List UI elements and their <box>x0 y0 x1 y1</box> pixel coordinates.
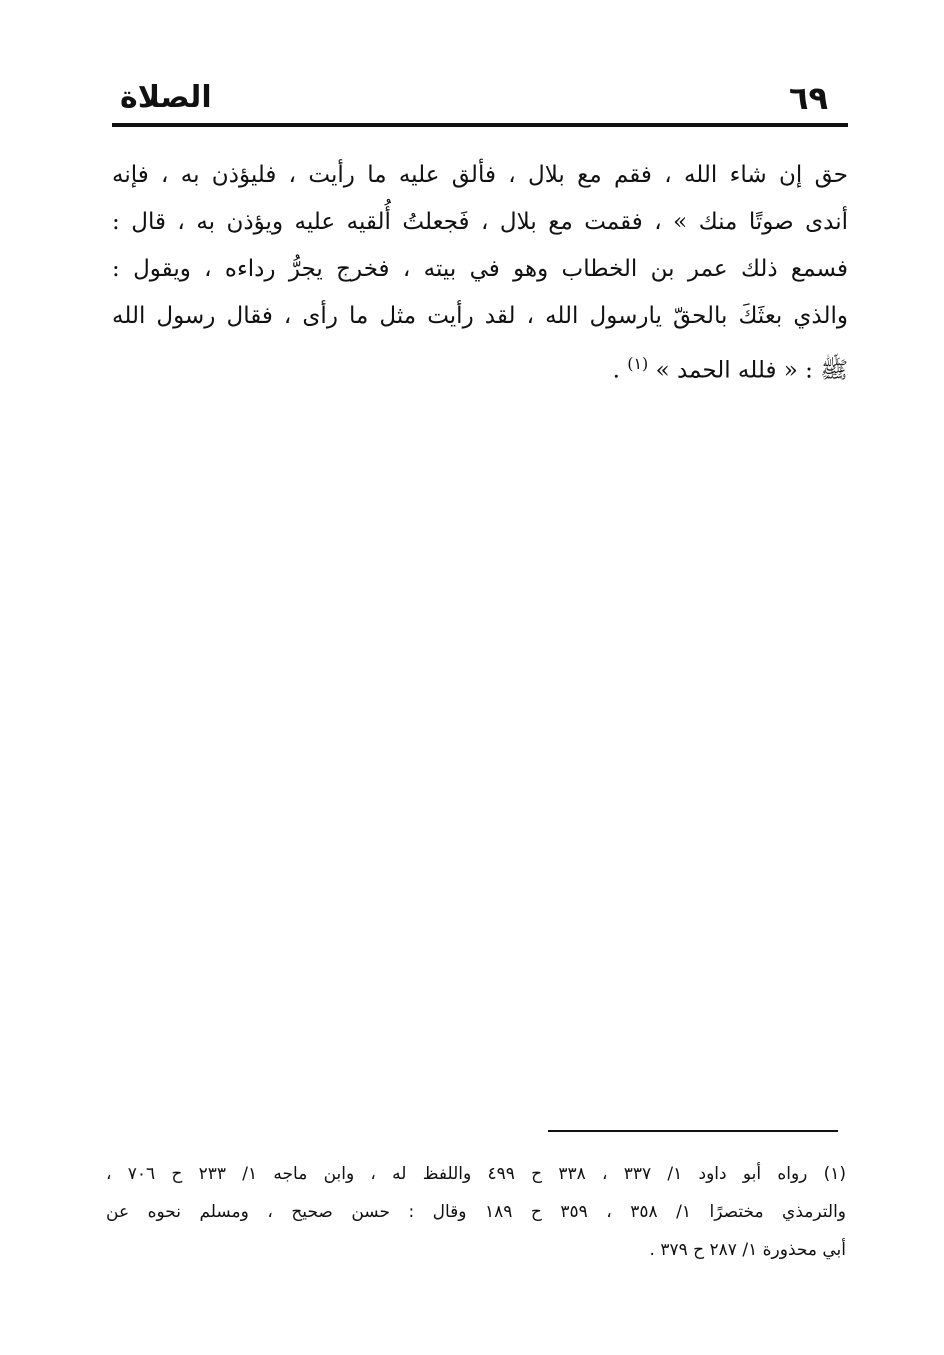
page-header <box>112 76 848 120</box>
footnote <box>106 1155 846 1269</box>
text-line: حق إن شاء الله ، فقم مع بلال ، فألق عليه ما رأيت ، فليؤذن به ، فإنه <box>112 162 848 188</box>
last-line-text: ﷺ : « فلله الحمد » <box>655 357 848 384</box>
closing-period: . <box>612 357 620 384</box>
header-rule <box>112 123 848 127</box>
text-line: أندى صوتًا منك » ، فقمت مع بلال ، فَجعلتُ أُلقيه عليه ويؤذن به ، قال : <box>112 209 848 235</box>
footnote-line: والترمذي مختصرًا ١/ ٣٥٨ ، ٣٥٩ ح ١٨٩ وقال : حسن صحيح ، ومسلم نحوه عن <box>106 1202 847 1222</box>
footnote-line: أبي محذورة ١/ ٢٨٧ ح ٣٧٩ . <box>649 1240 846 1260</box>
main-text <box>112 152 848 395</box>
footnote-rule <box>548 1130 838 1132</box>
page-number: ٦٩ <box>788 79 828 117</box>
text-line: فسمع ذلك عمر بن الخطاب وهو في بيته ، فخرج يجرُّ رداءه ، ويقول : <box>112 256 848 282</box>
running-title: الصلاة <box>120 80 212 115</box>
footnote-reference: (١) <box>627 354 649 373</box>
text-line: والذي بعثَكَ بالحقّ يارسول الله ، لقد رأيت مثل ما رأى ، فقال رسول الله <box>112 303 848 329</box>
text-line-last <box>112 340 848 395</box>
footnote-line: (١) رواه أبو داود ١/ ٣٣٧ ، ٣٣٨ ح ٤٩٩ واللفظ له ، وابن ماجه ١/ ٢٣٣ ح ٧٠٦ ، <box>106 1164 847 1184</box>
